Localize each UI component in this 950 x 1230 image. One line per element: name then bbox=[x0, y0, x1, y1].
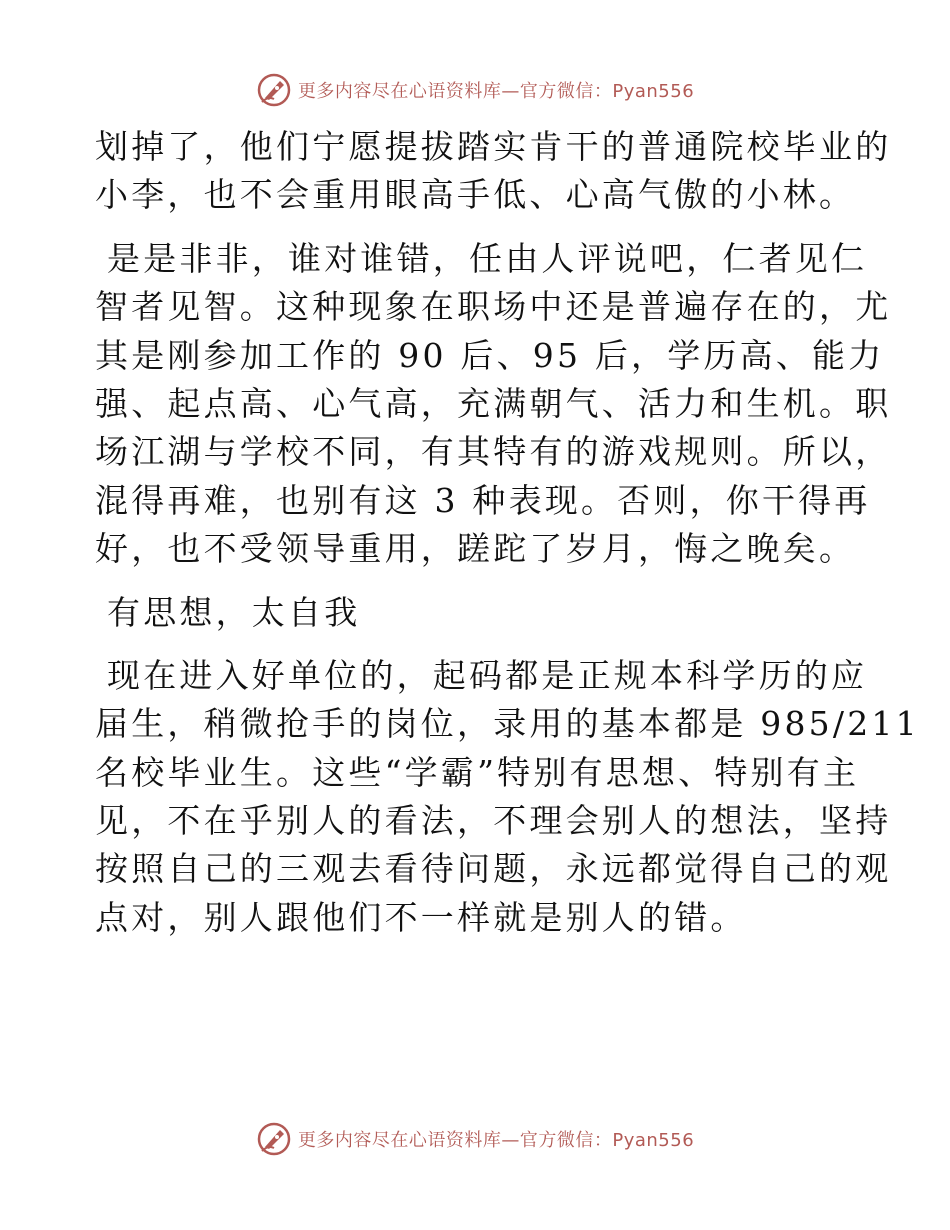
header-watermark-text: 更多内容尽在心语资料库—官方微信：Pyan556 bbox=[297, 81, 695, 102]
paragraph bbox=[95, 652, 920, 942]
text-line: 名校毕业生。这些“学霸”特别有思想、特别有主 bbox=[95, 752, 860, 792]
pen-nib-seal-icon bbox=[256, 72, 292, 108]
footer-watermark bbox=[0, 1117, 950, 1161]
section-heading bbox=[95, 589, 855, 637]
text-line: 是是非非，谁对谁错，任由人评说吧，仁者见仁 bbox=[107, 238, 868, 278]
text-line: 点对，别人跟他们不一样就是别人的错。 bbox=[95, 897, 747, 937]
text-line: 按照自己的三观去看待问题，永远都觉得自己的观 bbox=[95, 849, 892, 889]
text-line: 划掉了，他们宁愿提拔踏实肯干的普通院校毕业的 bbox=[95, 127, 892, 166]
text-line: 好，也不受领导重用，蹉跎了岁月，悔之晚矣。 bbox=[95, 529, 856, 569]
text-line: 场江湖与学校不同，有其特有的游戏规则。所以， bbox=[95, 432, 892, 472]
text-line: 其是刚参加工作的 90 后、95 后，学历高、能力 bbox=[95, 335, 885, 375]
text-line: 小李，也不会重用眼高手低、心高气傲的小林。 bbox=[95, 175, 856, 215]
document-body bbox=[95, 123, 920, 957]
footer-watermark-text: 更多内容尽在心语资料库—官方微信：Pyan556 bbox=[297, 1130, 695, 1151]
text-line: 混得再难，也别有这 3 种表现。否则，你干得再 bbox=[95, 480, 871, 520]
text-line: 届生，稍微抢手的岗位，录用的基本都是 985/211 bbox=[95, 704, 920, 744]
text-line: 智者见智。这种现象在职场中还是普遍存在的，尤 bbox=[95, 287, 892, 327]
paragraph bbox=[95, 235, 892, 574]
paragraph bbox=[95, 123, 892, 220]
text-line: 强、起点高、心气高，充满朝气、活力和生机。职 bbox=[95, 383, 892, 423]
text-line: 现在进入好单位的，起码都是正规本科学历的应 bbox=[107, 655, 868, 695]
header-watermark bbox=[0, 68, 950, 112]
heading-text: 有思想，太自我 bbox=[107, 592, 361, 632]
text-line: 见，不在乎别人的看法，不理会别人的想法，坚持 bbox=[95, 801, 892, 841]
pen-nib-seal-icon bbox=[256, 1121, 292, 1157]
